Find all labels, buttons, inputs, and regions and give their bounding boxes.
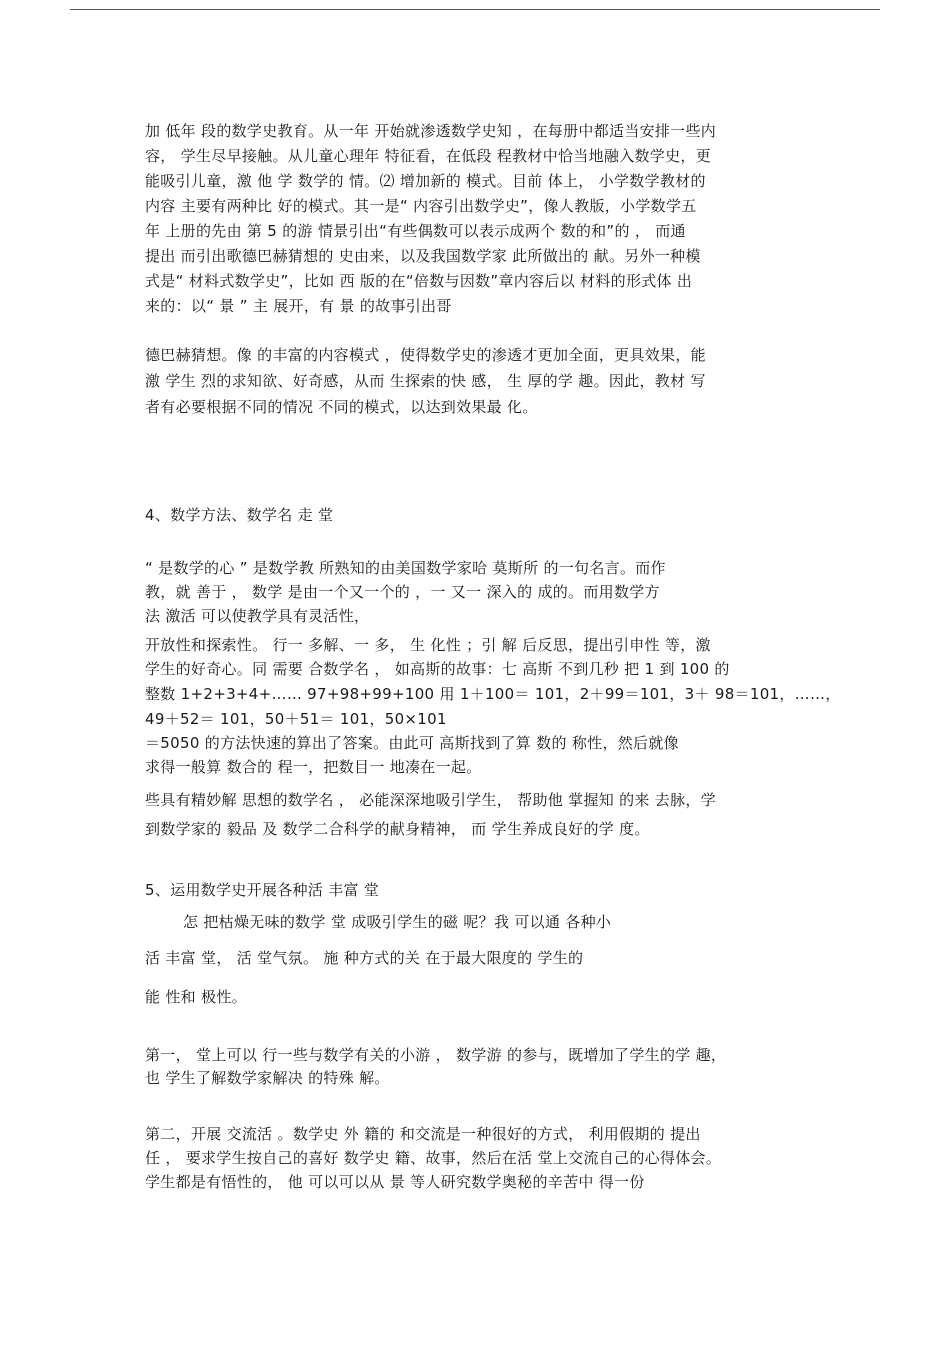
text-line: 来的：以“ 景 ” 主 展开，有 景 的故事引出哥 (145, 297, 452, 315)
text-line: 年 上册的先由 第 5 的游 情景引出“有些偶数可以表示成两个 数的和”的 ， 而通 (145, 222, 686, 240)
text-line: “ 是数学的心 ” 是数学教 所熟知的由美国数学家哈 莫斯所 的一句名言。而作 (145, 559, 666, 577)
text-line: 激 学生 烈的求知欲、好奇感，从而 生探索的快 感， 生 厚的学 趣。因此，教材 写 (145, 372, 706, 390)
text-line: 整数 1+2+3+4+…… 97+98+99+100 用 1＋100＝ 101，2＋99＝101，3＋ 98＝101，……， (145, 685, 841, 703)
text-line: 第二，开展 交流活 。数学史 外 籍的 和交流是一种很好的方式， 利用假期的 提出 (145, 1125, 701, 1143)
text-line: 容， 学生尽早接触。从儿童心理年 特征看，在低段 程教材中恰当地融入数学史，更 (145, 147, 712, 165)
text-line: 任 ， 要求学生按自己的喜好 数学史 籍、故事，然后在活 堂上交流自己的心得体会。 (145, 1149, 722, 1167)
text-line: 德巴赫猜想。像 的丰富的内容模式 ，使得数学史的渗透才更加全面，更具效果，能 (145, 346, 706, 364)
text-line: 法 激活 可以使教学具有灵活性， (145, 607, 370, 625)
text-line: 求得一般算 数合的 程一，把数目一 地凑在一起。 (145, 758, 482, 776)
header-rule (70, 9, 880, 10)
text-line: 能吸引儿童，激 他 学 数学的 情。⑵ 增加新的 模式。目前 体上， 小学数学教材的 (145, 172, 706, 190)
text-line: 活 丰富 堂， 活 堂气氛。 施 种方式的关 在于最大限度的 学生的 (145, 949, 584, 967)
text-line: 式是“ 材料式数学史”，比如 西 版的在“倍数与因数”章内容后以 材料的形式体 出 (145, 272, 693, 290)
text-line: 开放性和探索性。 行一 多解、一 多， 生 化性 ；引 解 后反思，提出引申性 等，激 (145, 636, 711, 654)
text-line: 到数学家的 毅品 及 数学二合科学的献身精神， 而 学生养成良好的学 度。 (145, 820, 650, 838)
text-line: 提出 而引出歌德巴赫猜想的 史由来，以及我国数学家 此所做出的 献。另外一种模 (145, 247, 701, 265)
text-line: 怎 把枯燥无味的数学 堂 成吸引学生的磁 呢？我 可以通 各种小 (183, 913, 612, 931)
text-line: 些具有精妙解 思想的数学名 ， 必能深深地吸引学生， 帮助他 掌握知 的来 去脉，学 (145, 791, 716, 809)
text-line: ＝5050 的方法快速的算出了答案。由此可 高斯找到了算 数的 称性，然后就像 (145, 734, 679, 752)
text-line: 第一， 堂上可以 行一些与数学有关的小游 ， 数学游 的参与，既增加了学生的学 趣， (145, 1046, 727, 1064)
text-line: 教，就 善于 ， 数学 是由一个又一个的 ，一 又一 深入的 成的。而用数学方 (145, 583, 660, 601)
text-line: 加 低年 段的数学史教育。从一年 开始就渗透数学史知 ，在每册中都适当安排一些内 (145, 122, 717, 140)
text-line: 也 学生了解数学家解决 的特殊 解。 (145, 1069, 390, 1087)
text-line: 内容 主要有两种比 好的模式。其一是“ 内容引出数学史”，像人教版，小学数学五 (145, 197, 697, 215)
section-heading: 4、数学方法、数学名 走 堂 (145, 506, 334, 524)
text-line: 者有必要根据不同的情况 不同的模式，以达到效果最 化。 (145, 398, 538, 416)
text-line: 学生都是有悟性的， 他 可以可以从 景 等人研究数学奥秘的辛苦中 得一份 (145, 1173, 645, 1191)
section-heading: 5、运用数学史开展各种活 丰富 堂 (145, 881, 380, 899)
text-line: 学生的好奇心。同 需要 合数学名 ， 如高斯的故事：七 高斯 不到几秒 把 1 到 100 的 (145, 660, 730, 678)
text-line: 能 性和 极性。 (145, 988, 247, 1006)
text-line: 49＋52＝ 101，50＋51＝ 101，50×101 (145, 710, 447, 728)
